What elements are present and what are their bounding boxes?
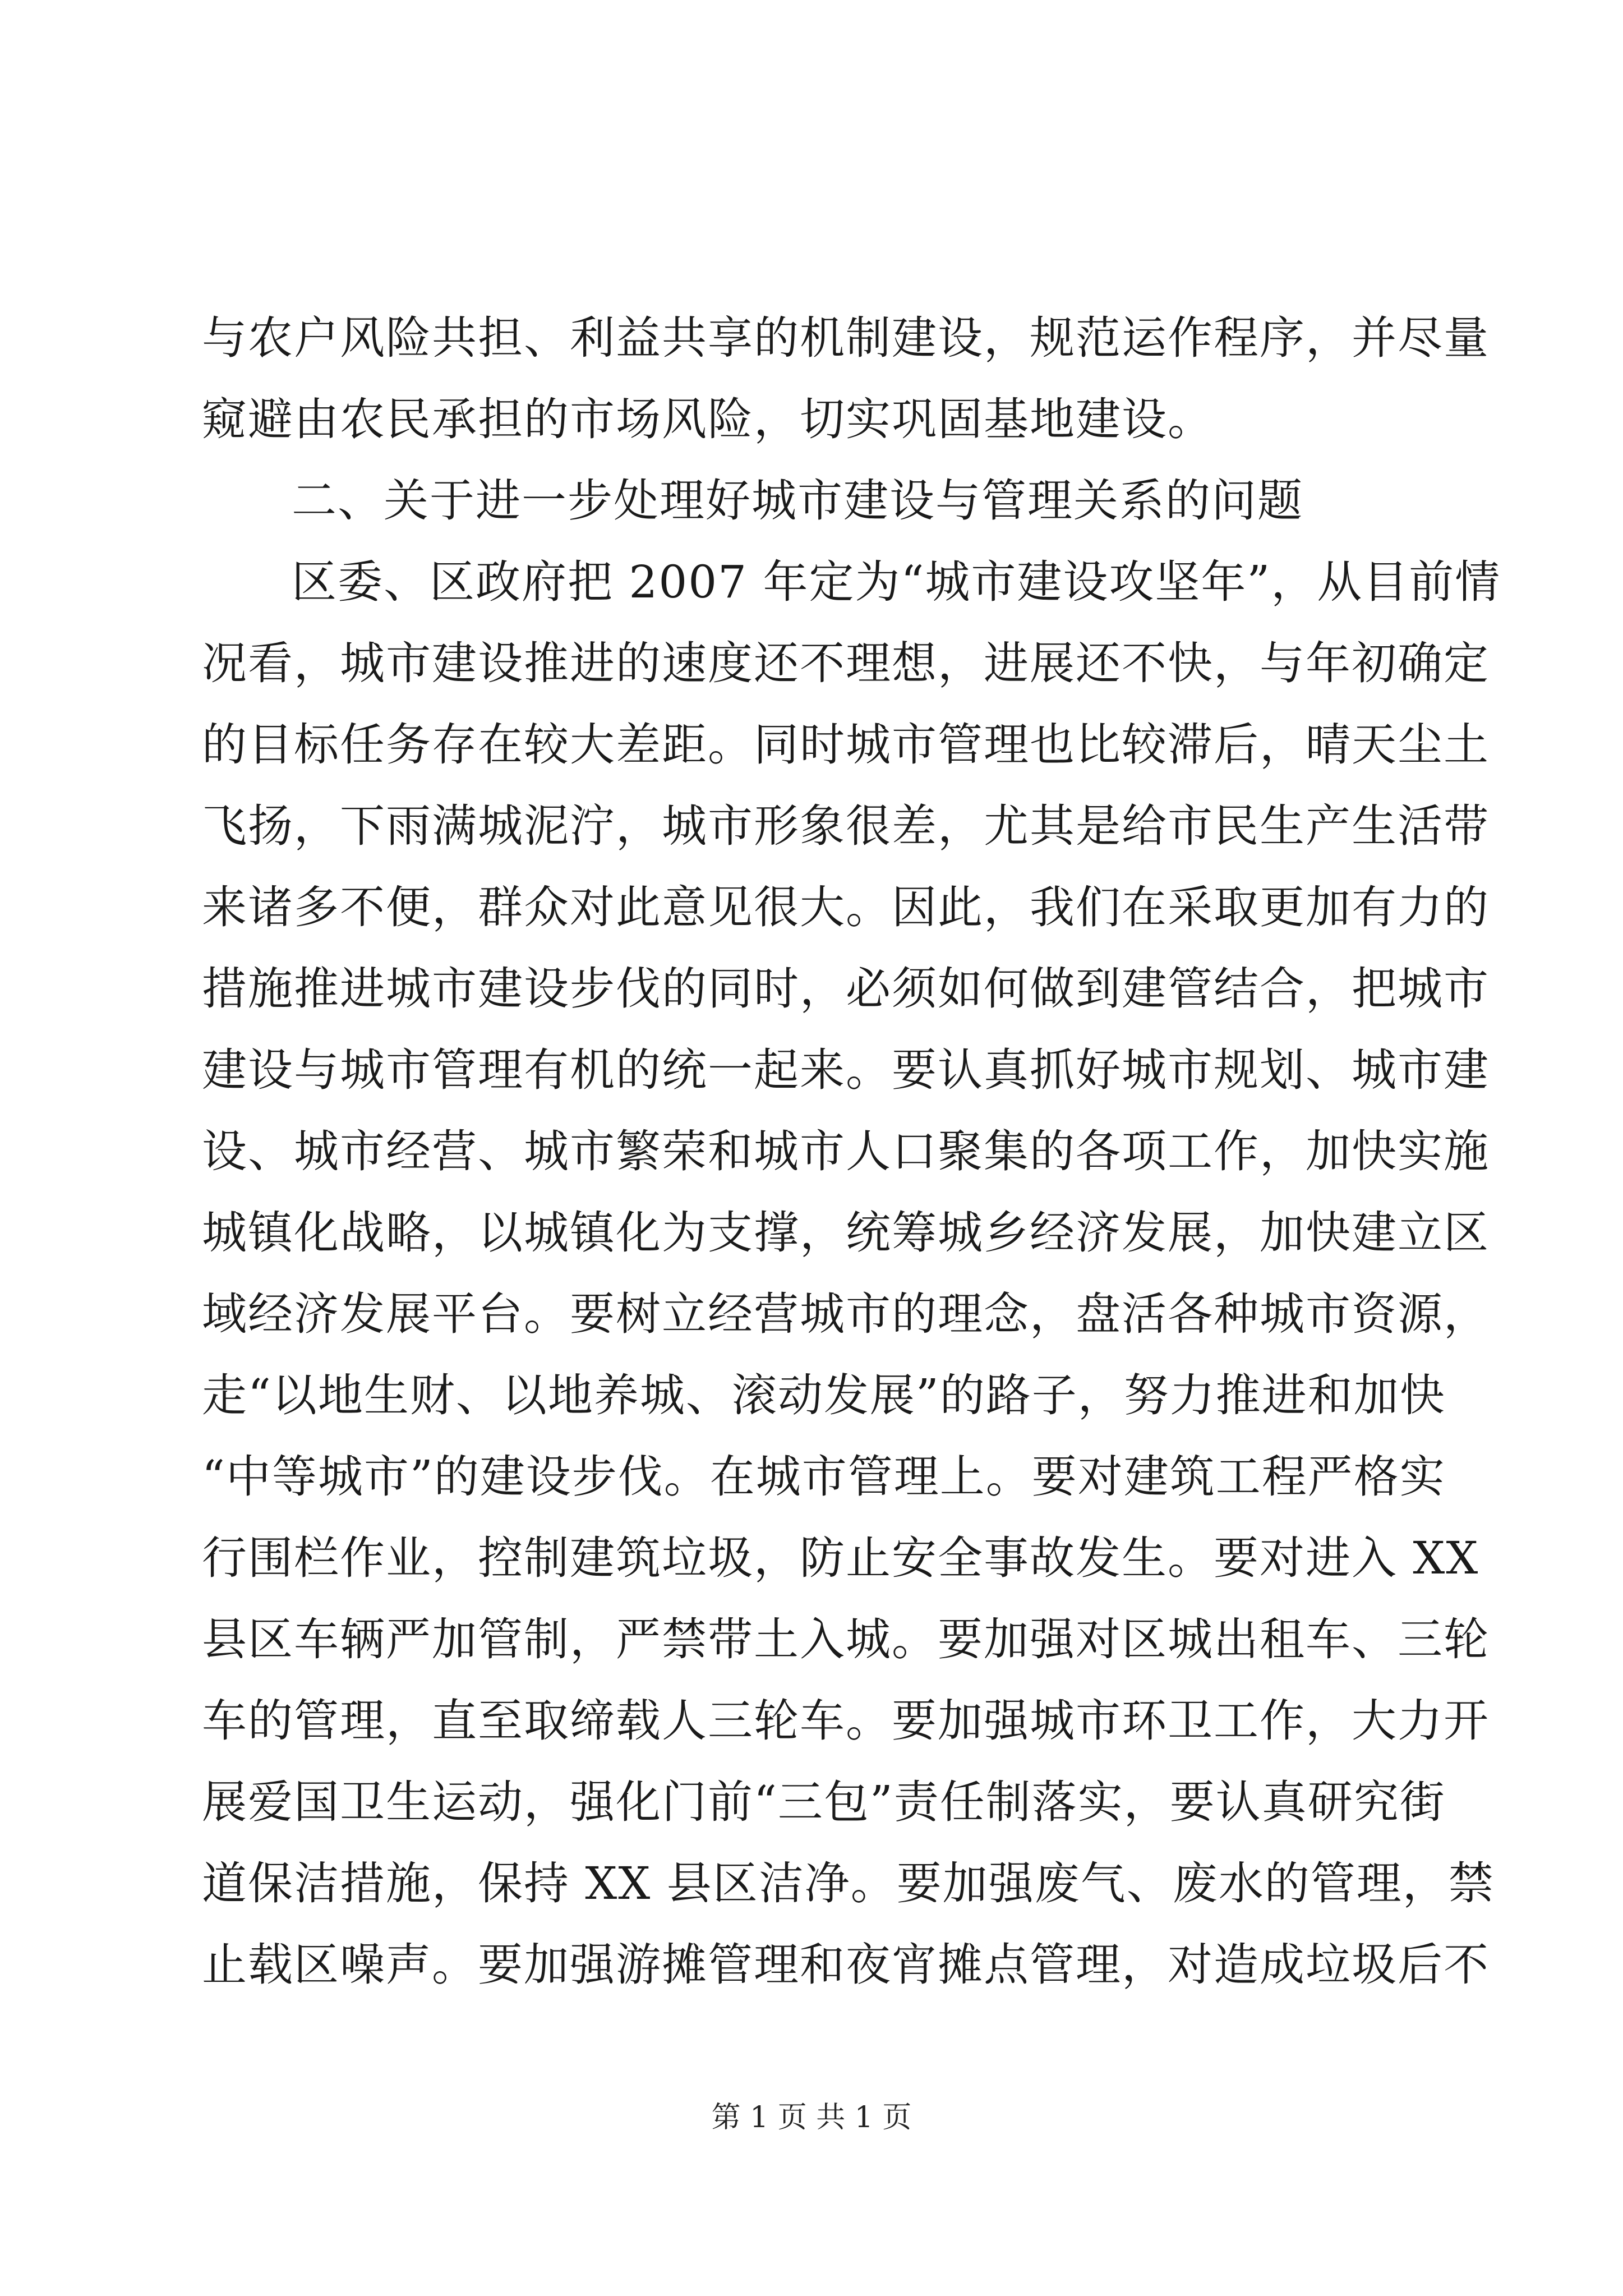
paragraph-line: 行围栏作业，控制建筑垃圾，防止安全事故发生。要对进入 XX [202, 1532, 1479, 1584]
paragraph-line: 县区车辆严加管制，严禁带土入城。要加强对区城出租车、三轮 [202, 1613, 1490, 1665]
page-number-footer: 第 1 页 共 1 页 [711, 2101, 912, 2134]
paragraph-line: 飞扬，下雨满城泥泞，城市形象很差，尤其是给市民生产生活带 [202, 800, 1490, 852]
paragraph-line: 止载区噪声。要加强游摊管理和夜宵摊点管理，对造成垃圾后不 [202, 1939, 1490, 1991]
paragraph-line: 展爱国卫生运动，强化门前“三包”责任制落实，要认真研究街 [202, 1776, 1446, 1828]
paragraph-line: 设、城市经营、城市繁荣和城市人口聚集的各项工作，加快实施 [202, 1125, 1490, 1177]
paragraph-line: 域经济发展平台。要树立经营城市的理念，盘活各种城市资源， [202, 1288, 1490, 1340]
paragraph-line: 与农户风险共担、利益共享的机制建设，规范运作程序，并尽量 [202, 312, 1490, 364]
section-heading: 二、关于进一步处理好城市建设与管理关系的问题 [292, 475, 1303, 527]
paragraph-line: “中等城市”的建设步伐。在城市管理上。要对建筑工程严格实 [202, 1451, 1446, 1503]
paragraph-line: 窥避由农民承担的市场风险，切实巩固基地建设。 [202, 393, 1214, 445]
paragraph-line: 况看，城市建设推进的速度还不理想，进展还不快，与年初确定 [202, 637, 1490, 689]
paragraph-line: 城镇化战略，以城镇化为支撑，统筹城乡经济发展，加快建立区 [202, 1207, 1490, 1259]
paragraph-line: 走“以地生财、以地养城、滚动发展”的路子，努力推进和加快 [202, 1369, 1446, 1421]
paragraph-line: 来诸多不便，群众对此意见很大。因此，我们在采取更加有力的 [202, 881, 1490, 933]
paragraph-line: 道保洁措施，保持 XX 县区洁净。要加强废气、废水的管理，禁 [202, 1857, 1495, 1910]
document-body [202, 297, 1501, 2005]
paragraph-line: 措施推进城市建设步伐的同时，必须如何做到建管结合，把城市 [202, 963, 1490, 1015]
paragraph-line: 区委、区政府把 2007 年定为“城市建设攻坚年”，从目前情 [292, 556, 1501, 608]
paragraph-line: 的目标任务存在较大差距。同时城市管理也比较滞后，晴天尘土 [202, 719, 1490, 771]
paragraph-line: 车的管理，直至取缔载人三轮车。要加强城市环卫工作，大力开 [202, 1695, 1490, 1747]
paragraph-line: 建设与城市管理有机的统一起来。要认真抓好城市规划、城市建 [202, 1044, 1490, 1096]
